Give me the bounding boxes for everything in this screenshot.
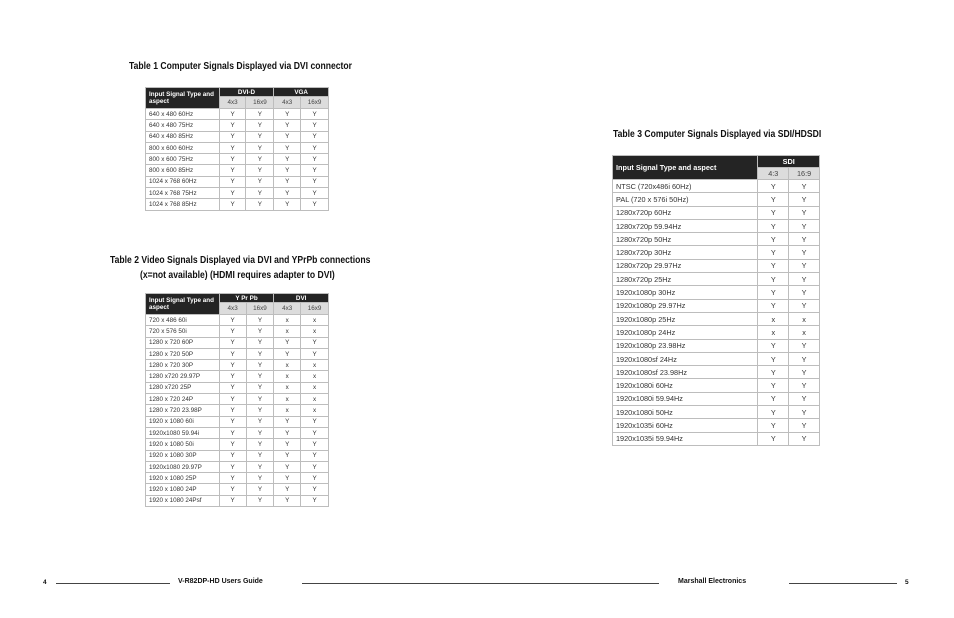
support-cell: Y	[758, 339, 789, 352]
support-cell: Y	[789, 233, 820, 246]
support-cell: Y	[246, 326, 274, 337]
support-cell: Y	[274, 495, 301, 506]
table3-group-header: SDI	[758, 156, 820, 168]
support-cell: x	[301, 326, 329, 337]
support-cell: Y	[219, 427, 246, 438]
support-cell: Y	[274, 450, 301, 461]
support-cell: Y	[301, 165, 329, 176]
table-row	[613, 286, 820, 299]
table-row	[613, 419, 820, 432]
support-cell: Y	[246, 394, 274, 405]
footer-rule	[56, 583, 170, 584]
footer-company-name: Marshall Electronics	[678, 578, 747, 585]
support-cell: Y	[789, 392, 820, 405]
table-row	[146, 315, 329, 326]
signal-type-cell: 640 x 480 75Hz	[146, 120, 220, 131]
support-cell: Y	[246, 120, 274, 131]
support-cell: Y	[789, 193, 820, 206]
table-row	[146, 326, 329, 337]
table-row	[613, 392, 820, 405]
support-cell: x	[301, 315, 329, 326]
support-cell: Y	[246, 154, 274, 165]
table2-header-label: Input Signal Type and aspect	[146, 294, 220, 315]
support-cell: Y	[301, 109, 329, 120]
support-cell: Y	[246, 427, 274, 438]
support-cell: Y	[301, 439, 329, 450]
footer-guide-title: V-R82DP-HD Users Guide	[178, 578, 263, 585]
support-cell: Y	[219, 416, 246, 427]
table1-subheader: 4x3	[219, 97, 246, 109]
support-cell: Y	[301, 416, 329, 427]
signal-type-cell: 1920 x 1080 24P	[146, 484, 220, 495]
support-cell: Y	[246, 461, 274, 472]
support-cell: Y	[301, 120, 329, 131]
support-cell: Y	[246, 382, 274, 393]
table-row	[146, 473, 329, 484]
support-cell: Y	[219, 315, 246, 326]
signal-type-cell: 1920x1080sf 23.98Hz	[613, 366, 758, 379]
table1-subheader: 16x9	[301, 97, 329, 109]
table2-title-line1: Table 2 Video Signals Displayed via DVI and YPrPb connections	[110, 255, 371, 266]
table2-subheader: 4x3	[274, 303, 301, 315]
signal-type-cell: 1920x1035i 59.94Hz	[613, 432, 758, 445]
support-cell: Y	[274, 199, 301, 210]
support-cell: Y	[758, 406, 789, 419]
support-cell: x	[274, 326, 301, 337]
support-cell: Y	[758, 219, 789, 232]
table-row	[613, 219, 820, 232]
support-cell: Y	[274, 439, 301, 450]
support-cell: Y	[274, 131, 301, 142]
support-cell: Y	[246, 131, 274, 142]
signal-type-cell: 1280 x 720 23.98P	[146, 405, 220, 416]
support-cell: x	[301, 405, 329, 416]
signal-type-cell: 1920x1080 59.94i	[146, 427, 220, 438]
support-cell: Y	[274, 109, 301, 120]
table-row	[146, 142, 329, 153]
signal-type-cell: PAL (720 x 576i 50Hz)	[613, 193, 758, 206]
support-cell: Y	[789, 379, 820, 392]
table1	[145, 87, 329, 211]
support-cell: Y	[246, 360, 274, 371]
table-row	[146, 165, 329, 176]
table-row	[146, 154, 329, 165]
support-cell: Y	[789, 406, 820, 419]
support-cell: Y	[219, 337, 246, 348]
table-row	[146, 199, 329, 210]
support-cell: Y	[246, 405, 274, 416]
support-cell: Y	[789, 299, 820, 312]
support-cell: Y	[301, 142, 329, 153]
signal-type-cell: 1280x720p 59.94Hz	[613, 219, 758, 232]
table1-subheader: 4x3	[274, 97, 301, 109]
support-cell: Y	[274, 188, 301, 199]
support-cell: Y	[246, 315, 274, 326]
signal-type-cell: 1920x1080p 25Hz	[613, 312, 758, 325]
signal-type-cell: 1920 x 1080 25P	[146, 473, 220, 484]
table2-subheader: 16x9	[301, 303, 329, 315]
table-row	[146, 120, 329, 131]
signal-type-cell: 1920x1080p 29.97Hz	[613, 299, 758, 312]
support-cell: Y	[758, 193, 789, 206]
support-cell: Y	[219, 382, 246, 393]
support-cell: Y	[789, 259, 820, 272]
support-cell: Y	[758, 352, 789, 365]
table-row	[146, 495, 329, 506]
support-cell: x	[274, 360, 301, 371]
support-cell: Y	[246, 109, 274, 120]
signal-type-cell: 1024 x 768 75Hz	[146, 188, 220, 199]
signal-type-cell: 1920x1080i 60Hz	[613, 379, 758, 392]
support-cell: Y	[219, 439, 246, 450]
signal-type-cell: 800 x 600 85Hz	[146, 165, 220, 176]
signal-type-cell: 1280 x720 25P	[146, 382, 220, 393]
table-row	[613, 193, 820, 206]
support-cell: Y	[274, 120, 301, 131]
table-row	[146, 360, 329, 371]
table-row	[146, 439, 329, 450]
support-cell: Y	[219, 450, 246, 461]
support-cell: x	[301, 382, 329, 393]
support-cell: Y	[789, 352, 820, 365]
signal-type-cell: 1920x1035i 60Hz	[613, 419, 758, 432]
signal-type-cell: NTSC (720x486i 60Hz)	[613, 180, 758, 193]
support-cell: Y	[246, 495, 274, 506]
support-cell: Y	[246, 165, 274, 176]
support-cell: Y	[301, 188, 329, 199]
signal-type-cell: 1280x720p 50Hz	[613, 233, 758, 246]
table3-header-label: Input Signal Type and aspect	[613, 156, 758, 180]
signal-type-cell: 1280 x 720 30P	[146, 360, 220, 371]
signal-type-cell: 1024 x 768 85Hz	[146, 199, 220, 210]
table-row	[613, 339, 820, 352]
table3	[612, 155, 820, 446]
support-cell: Y	[758, 246, 789, 259]
support-cell: Y	[274, 427, 301, 438]
table-row	[613, 366, 820, 379]
table1-header-label: Input Signal Type and aspect	[146, 88, 220, 109]
support-cell: Y	[219, 142, 246, 153]
signal-type-cell: 1920x1080sf 24Hz	[613, 352, 758, 365]
support-cell: Y	[274, 416, 301, 427]
table-row	[146, 337, 329, 348]
table-row	[613, 379, 820, 392]
support-cell: Y	[219, 348, 246, 359]
support-cell: Y	[246, 484, 274, 495]
signal-type-cell: 1280x720p 29.97Hz	[613, 259, 758, 272]
support-cell: Y	[246, 199, 274, 210]
table-row	[613, 326, 820, 339]
support-cell: Y	[274, 142, 301, 153]
support-cell: x	[274, 315, 301, 326]
table-row	[146, 188, 329, 199]
support-cell: Y	[274, 348, 301, 359]
table-row	[146, 484, 329, 495]
support-cell: Y	[246, 188, 274, 199]
support-cell: Y	[758, 286, 789, 299]
table3-title: Table 3 Computer Signals Displayed via SDI/HDSDI	[613, 129, 822, 140]
support-cell: Y	[758, 392, 789, 405]
support-cell: Y	[219, 165, 246, 176]
table1-group-header: VGA	[274, 88, 329, 97]
table-row	[146, 461, 329, 472]
signal-type-cell: 720 x 486 60i	[146, 315, 220, 326]
support-cell: Y	[274, 461, 301, 472]
table-row	[613, 406, 820, 419]
support-cell: Y	[219, 109, 246, 120]
table3-subheader: 4:3	[758, 168, 789, 180]
support-cell: Y	[246, 348, 274, 359]
support-cell: Y	[301, 348, 329, 359]
support-cell: Y	[758, 180, 789, 193]
support-cell: Y	[274, 484, 301, 495]
support-cell: Y	[789, 246, 820, 259]
support-cell: Y	[758, 259, 789, 272]
signal-type-cell: 1920 x 1080 30P	[146, 450, 220, 461]
support-cell: Y	[219, 154, 246, 165]
support-cell: Y	[246, 439, 274, 450]
table-row	[146, 382, 329, 393]
support-cell: Y	[246, 450, 274, 461]
support-cell: x	[301, 394, 329, 405]
support-cell: Y	[219, 394, 246, 405]
support-cell: Y	[301, 427, 329, 438]
support-cell: Y	[789, 419, 820, 432]
support-cell: Y	[246, 142, 274, 153]
table2	[145, 293, 329, 507]
support-cell: Y	[219, 199, 246, 210]
support-cell: Y	[758, 432, 789, 445]
support-cell: Y	[789, 206, 820, 219]
signal-type-cell: 720 x 576 50i	[146, 326, 220, 337]
support-cell: Y	[219, 473, 246, 484]
signal-type-cell: 640 x 480 60Hz	[146, 109, 220, 120]
support-cell: Y	[758, 299, 789, 312]
support-cell: Y	[246, 371, 274, 382]
table-row	[146, 371, 329, 382]
support-cell: Y	[301, 199, 329, 210]
support-cell: Y	[758, 233, 789, 246]
signal-type-cell: 1280 x720 29.97P	[146, 371, 220, 382]
support-cell: Y	[274, 165, 301, 176]
table-row	[613, 246, 820, 259]
table-row	[613, 180, 820, 193]
table-row	[613, 312, 820, 325]
support-cell: Y	[219, 326, 246, 337]
table2-group-header: Y Pr Pb	[219, 294, 274, 303]
table2-title-line2: (x=not available) (HDMI requires adapter to DVI)	[140, 270, 335, 281]
signal-type-cell: 1280 x 720 50P	[146, 348, 220, 359]
support-cell: Y	[789, 286, 820, 299]
signal-type-cell: 1920x1080p 30Hz	[613, 286, 758, 299]
support-cell: Y	[246, 416, 274, 427]
support-cell: Y	[274, 473, 301, 484]
support-cell: Y	[758, 419, 789, 432]
table-row	[613, 233, 820, 246]
right-page-number: 5	[905, 579, 909, 586]
support-cell: Y	[274, 154, 301, 165]
support-cell: Y	[301, 484, 329, 495]
support-cell: x	[789, 312, 820, 325]
footer-rule	[302, 583, 659, 584]
table-row	[146, 348, 329, 359]
support-cell: Y	[246, 473, 274, 484]
support-cell: Y	[301, 495, 329, 506]
signal-type-cell: 1280x720p 25Hz	[613, 273, 758, 286]
table-row	[146, 427, 329, 438]
table1-subheader: 16x9	[246, 97, 274, 109]
support-cell: x	[274, 382, 301, 393]
table1-group-header: DVI-D	[219, 88, 274, 97]
signal-type-cell: 1280x720p 60Hz	[613, 206, 758, 219]
left-page-number: 4	[43, 579, 47, 586]
support-cell: x	[274, 394, 301, 405]
signal-type-cell: 640 x 480 85Hz	[146, 131, 220, 142]
signal-type-cell: 1920 x 1080 60i	[146, 416, 220, 427]
signal-type-cell: 1280 x 720 24P	[146, 394, 220, 405]
support-cell: Y	[758, 366, 789, 379]
table2-subheader: 4x3	[219, 303, 246, 315]
support-cell: Y	[789, 366, 820, 379]
support-cell: Y	[789, 339, 820, 352]
signal-type-cell: 1920 x 1080 50i	[146, 439, 220, 450]
support-cell: Y	[758, 273, 789, 286]
support-cell: Y	[758, 379, 789, 392]
support-cell: x	[789, 326, 820, 339]
table-row	[613, 299, 820, 312]
signal-type-cell: 1920x1080i 59.94Hz	[613, 392, 758, 405]
support-cell: Y	[274, 176, 301, 187]
table-row	[146, 416, 329, 427]
table2-subheader: 16x9	[246, 303, 274, 315]
signal-type-cell: 1024 x 768 60Hz	[146, 176, 220, 187]
support-cell: x	[758, 312, 789, 325]
support-cell: Y	[301, 450, 329, 461]
support-cell: Y	[789, 180, 820, 193]
support-cell: x	[274, 371, 301, 382]
signal-type-cell: 1920x1080p 24Hz	[613, 326, 758, 339]
support-cell: Y	[219, 461, 246, 472]
support-cell: Y	[301, 176, 329, 187]
support-cell: Y	[246, 337, 274, 348]
support-cell: x	[301, 371, 329, 382]
support-cell: Y	[758, 206, 789, 219]
table2-group-header: DVI	[274, 294, 329, 303]
signal-type-cell: 1280x720p 30Hz	[613, 246, 758, 259]
table1-title: Table 1 Computer Signals Displayed via DVI connector	[129, 61, 353, 72]
table-row	[146, 176, 329, 187]
signal-type-cell: 800 x 600 75Hz	[146, 154, 220, 165]
support-cell: Y	[219, 176, 246, 187]
table-row	[613, 259, 820, 272]
support-cell: x	[758, 326, 789, 339]
support-cell: Y	[219, 131, 246, 142]
signal-type-cell: 1920x1080 29.97P	[146, 461, 220, 472]
table-row	[613, 432, 820, 445]
table-row	[613, 273, 820, 286]
support-cell: Y	[219, 371, 246, 382]
support-cell: Y	[301, 473, 329, 484]
footer-rule	[789, 583, 897, 584]
support-cell: Y	[789, 219, 820, 232]
support-cell: Y	[246, 176, 274, 187]
signal-type-cell: 1920x1080p 23.98Hz	[613, 339, 758, 352]
signal-type-cell: 1280 x 720 60P	[146, 337, 220, 348]
support-cell: Y	[789, 432, 820, 445]
table-row	[613, 352, 820, 365]
table-row	[146, 405, 329, 416]
signal-type-cell: 800 x 600 60Hz	[146, 142, 220, 153]
support-cell: Y	[219, 120, 246, 131]
table3-subheader: 16:9	[789, 168, 820, 180]
support-cell: x	[274, 405, 301, 416]
table-row	[146, 394, 329, 405]
support-cell: Y	[301, 337, 329, 348]
support-cell: Y	[219, 405, 246, 416]
signal-type-cell: 1920 x 1080 24Psf	[146, 495, 220, 506]
support-cell: Y	[219, 360, 246, 371]
table-row	[146, 109, 329, 120]
support-cell: Y	[301, 461, 329, 472]
support-cell: Y	[219, 484, 246, 495]
table-row	[146, 450, 329, 461]
support-cell: Y	[789, 273, 820, 286]
support-cell: Y	[301, 154, 329, 165]
support-cell: Y	[219, 495, 246, 506]
table-row	[146, 131, 329, 142]
table-row	[613, 206, 820, 219]
support-cell: Y	[301, 131, 329, 142]
support-cell: x	[301, 360, 329, 371]
support-cell: Y	[219, 188, 246, 199]
support-cell: Y	[274, 337, 301, 348]
signal-type-cell: 1920x1080i 50Hz	[613, 406, 758, 419]
